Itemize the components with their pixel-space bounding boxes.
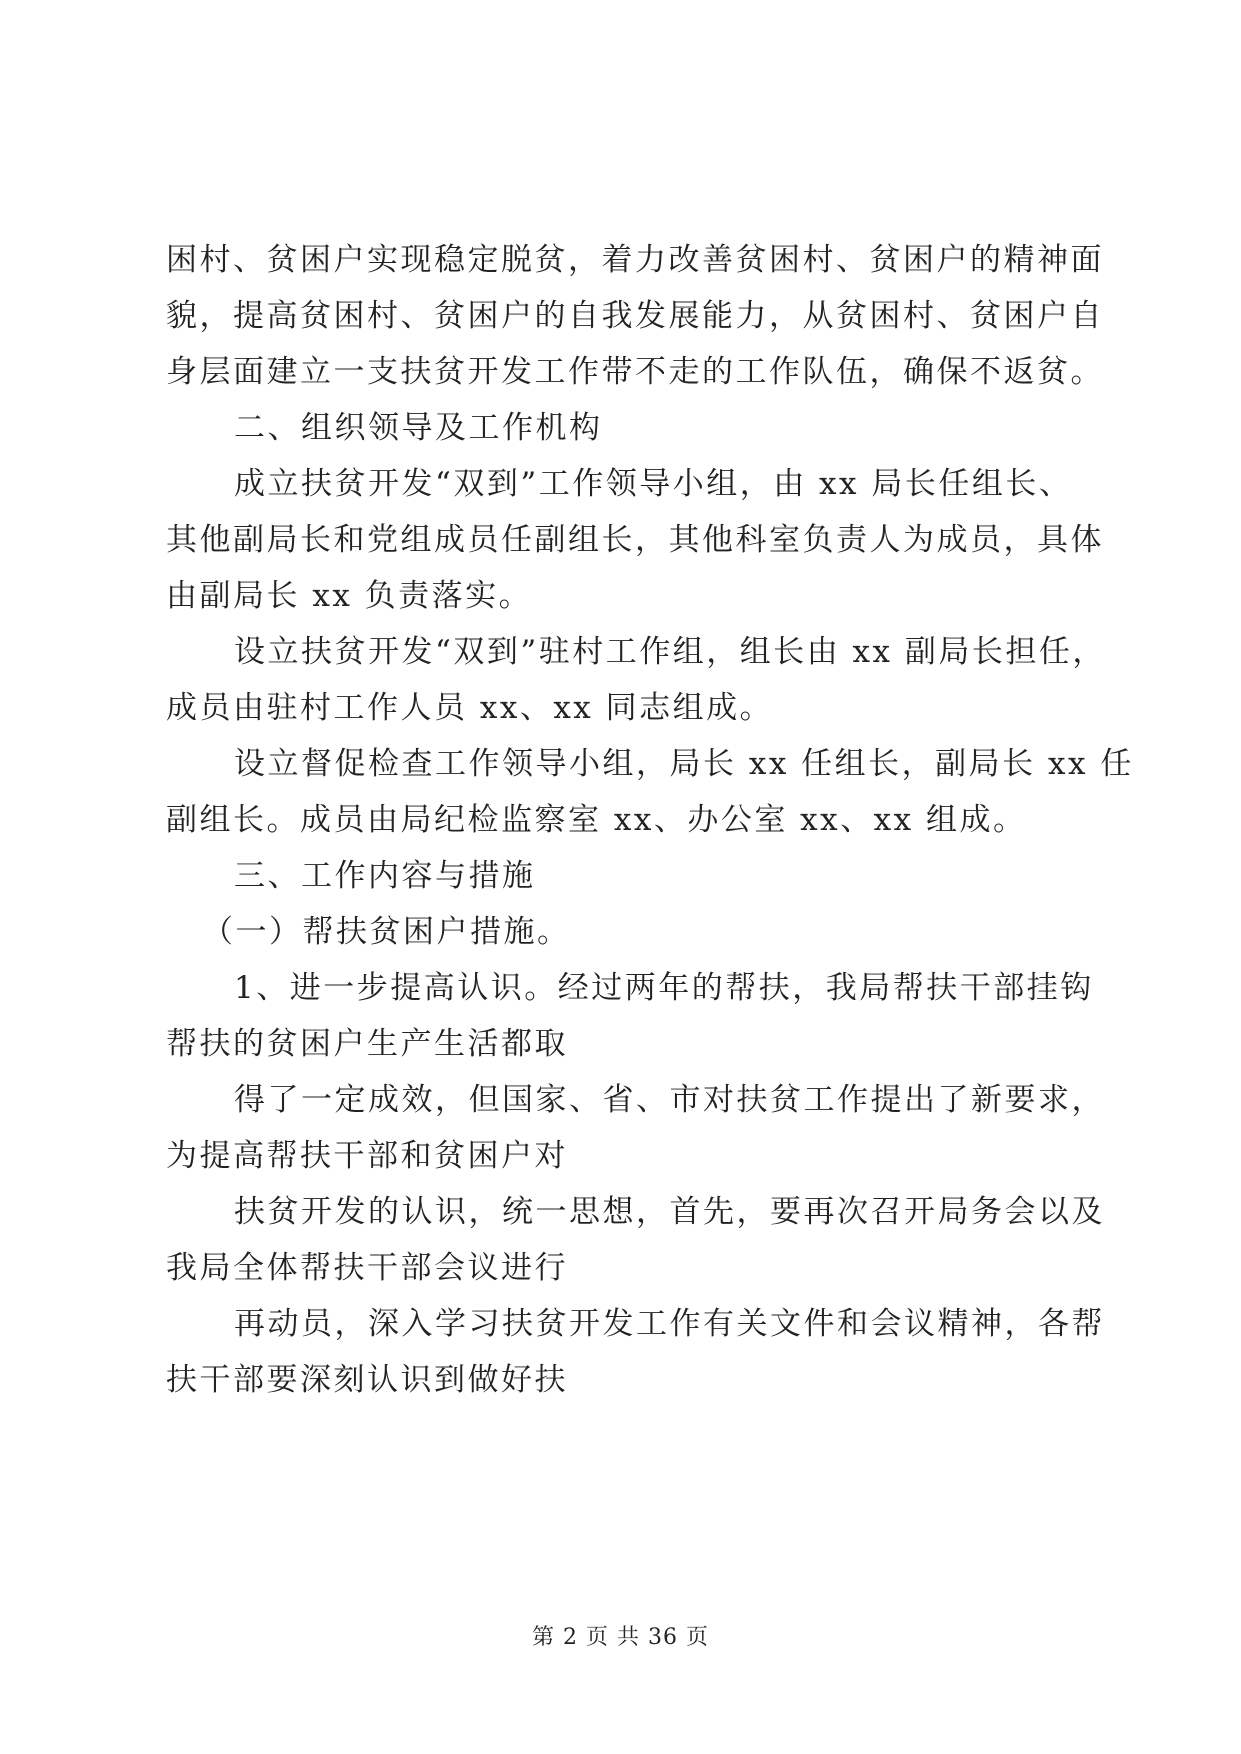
subsection-heading: （一）帮扶贫困户措施。 <box>202 914 571 950</box>
text-line: 貌，提高贫困村、贫困户的自我发展能力，从贫困村、贫困户自 <box>166 298 1104 334</box>
text-line: 扶干部要深刻认识到做好扶 <box>166 1362 568 1398</box>
page-number-footer: 第 2 页 共 36 页 <box>532 1625 709 1650</box>
section-heading: 三、工作内容与措施 <box>234 858 536 894</box>
text-line: 设立督促检查工作领导小组，局长 xx 任组长，副局长 xx 任 <box>234 746 1134 782</box>
section-heading: 二、组织领导及工作机构 <box>234 410 603 446</box>
text-line: 1、进一步提高认识。经过两年的帮扶，我局帮扶干部挂钩 <box>234 970 1094 1006</box>
text-line: 再动员，深入学习扶贫开发工作有关文件和会议精神，各帮 <box>234 1306 1105 1342</box>
text-line: 扶贫开发的认识，统一思想，首先，要再次召开局务会以及 <box>234 1194 1105 1230</box>
document-body <box>166 232 1134 1408</box>
text-line: 困村、贫困户实现稳定脱贫，着力改善贫困村、贫困户的精神面 <box>166 242 1104 278</box>
text-line: 副组长。成员由局纪检监察室 xx、办公室 xx、xx 组成。 <box>166 802 1027 838</box>
text-line: 成立扶贫开发“双到”工作领导小组，由 xx 局长任组长、 <box>234 466 1073 502</box>
text-line: 其他副局长和党组成员任副组长，其他科室负责人为成员，具体 <box>166 522 1104 558</box>
text-line: 帮扶的贫困户生产生活都取 <box>166 1026 568 1062</box>
text-line: 成员由驻村工作人员 xx、xx 同志组成。 <box>166 690 774 726</box>
text-line: 我局全体帮扶干部会议进行 <box>166 1250 568 1286</box>
text-line: 设立扶贫开发“双到”驻村工作组，组长由 xx 副局长担任， <box>234 634 1106 670</box>
text-line: 得了一定成效，但国家、省、市对扶贫工作提出了新要求， <box>234 1082 1105 1118</box>
text-line: 为提高帮扶干部和贫困户对 <box>166 1138 568 1174</box>
text-line: 由副局长 xx 负责落实。 <box>166 578 533 614</box>
text-line: 身层面建立一支扶贫开发工作带不走的工作队伍，确保不返贫。 <box>166 354 1104 390</box>
